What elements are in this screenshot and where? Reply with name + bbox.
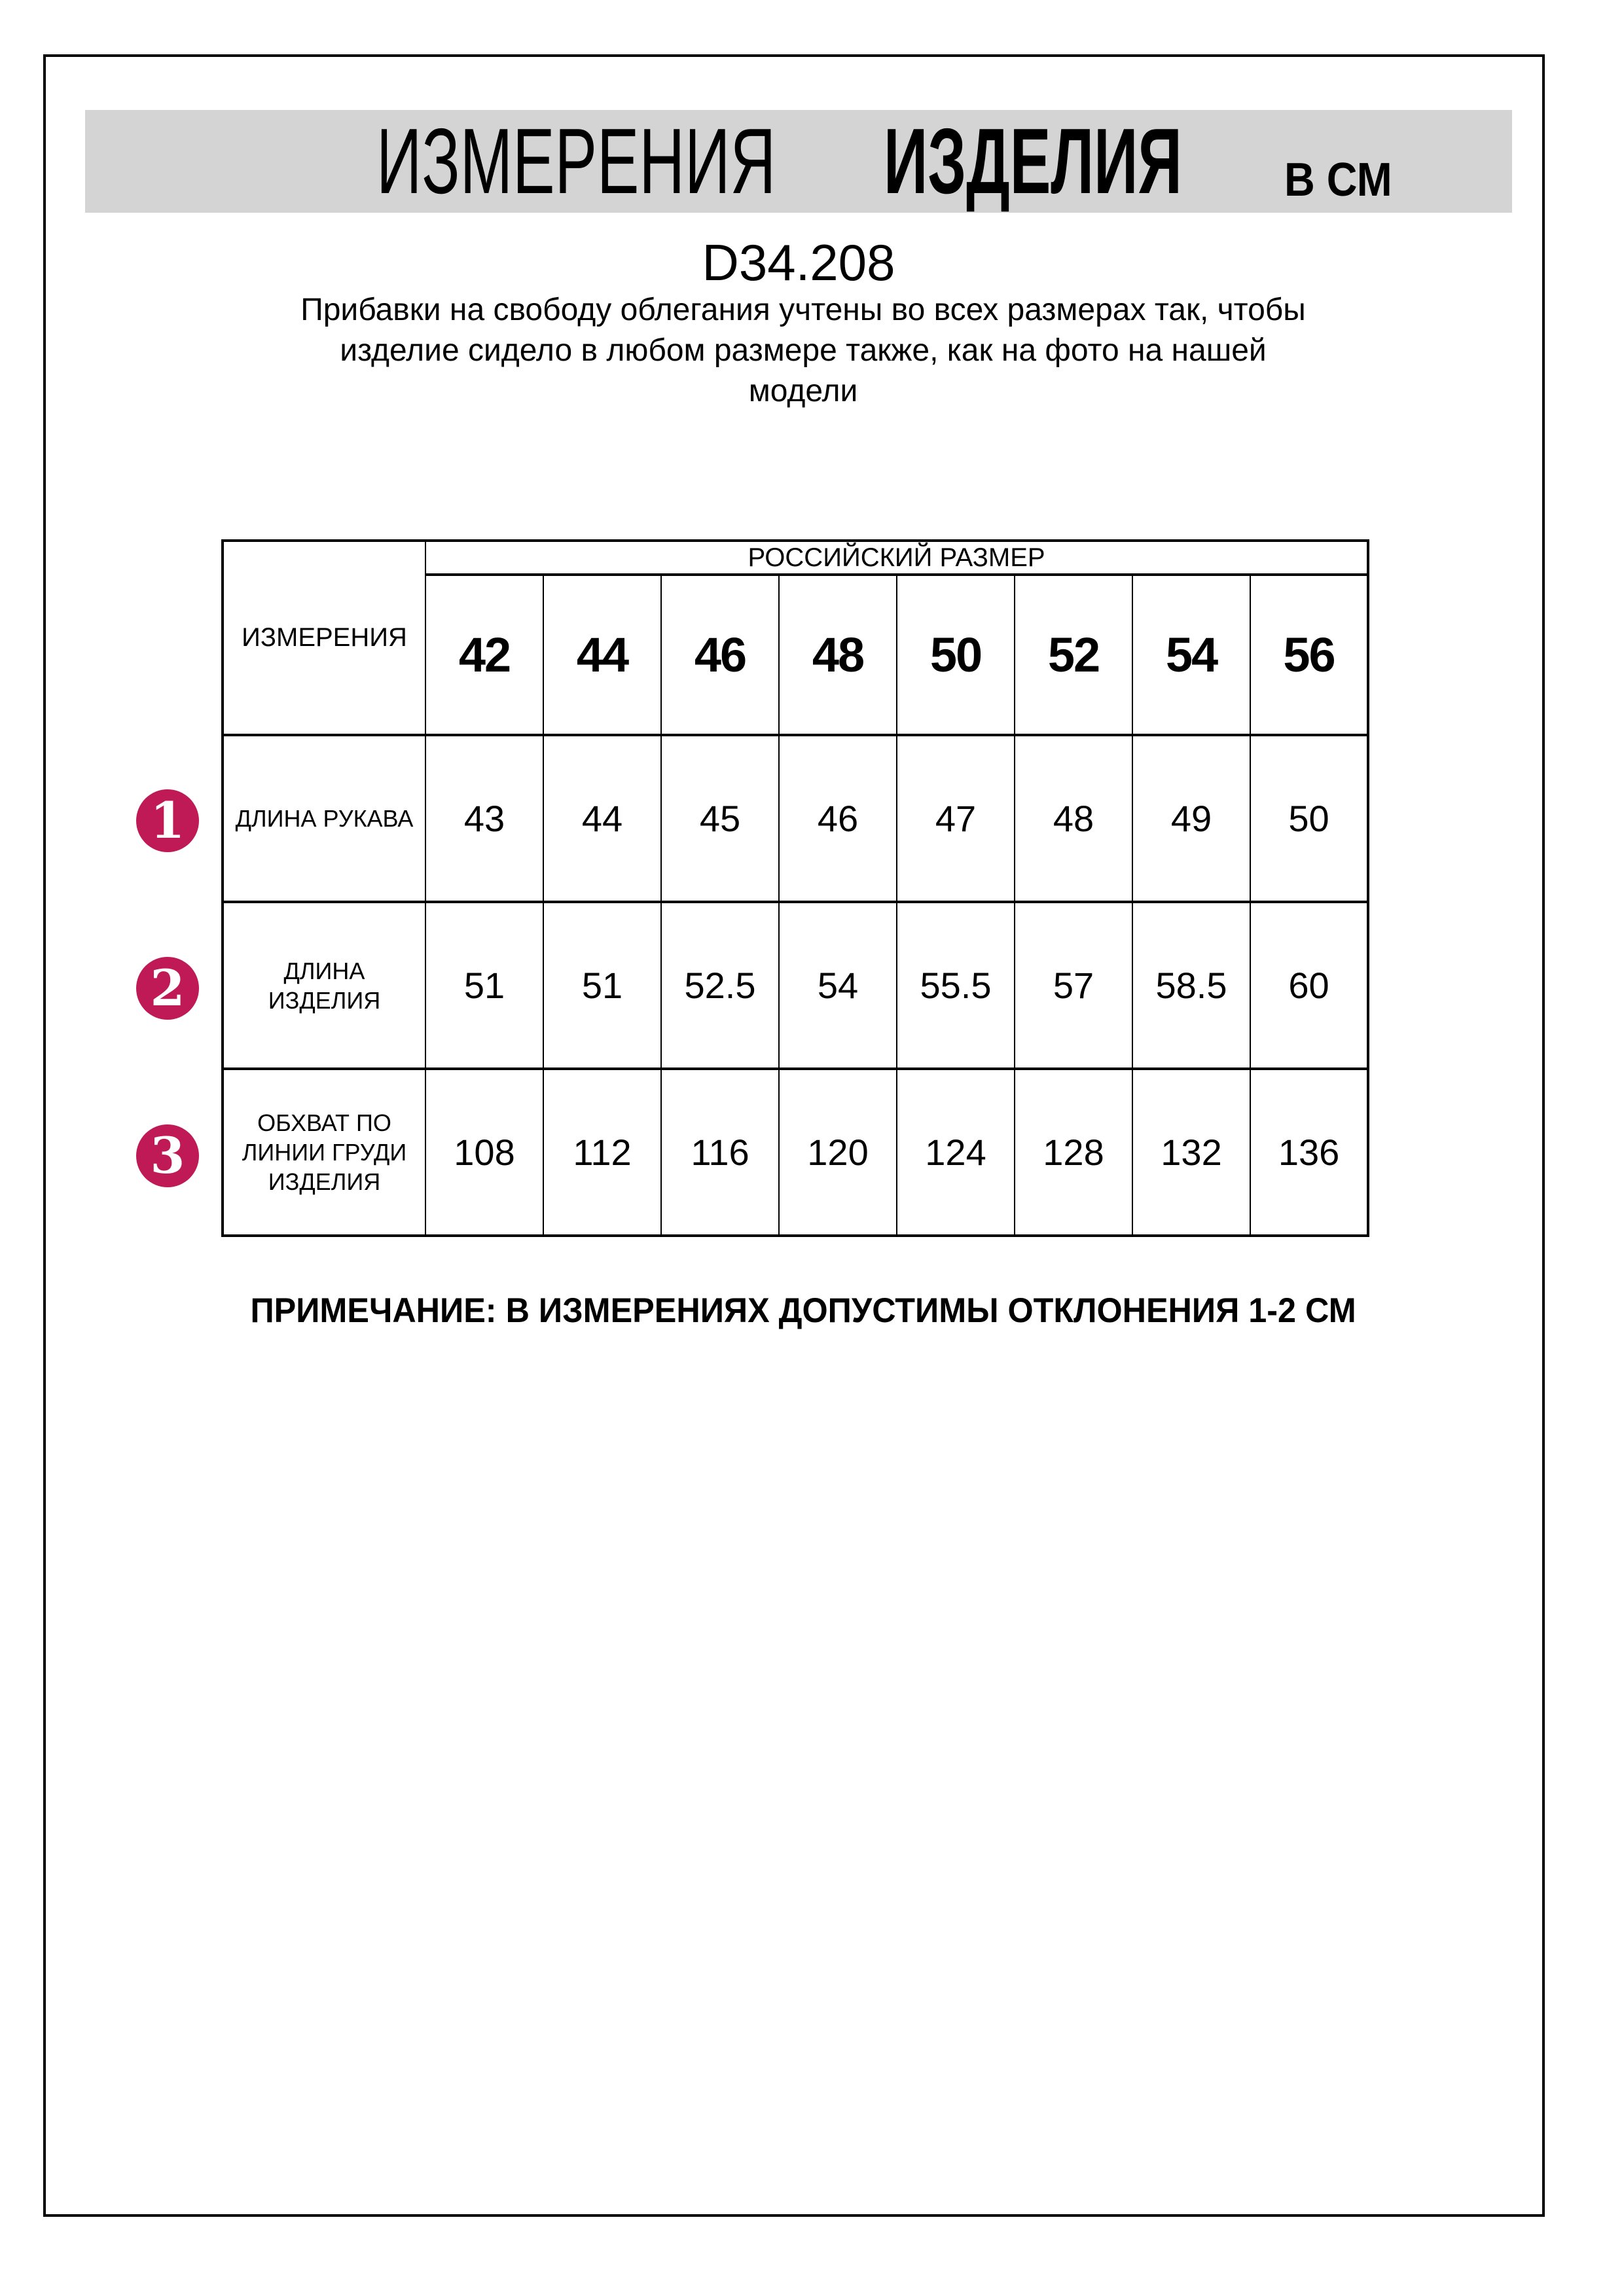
- value-cell: 124: [897, 1069, 1015, 1236]
- tolerance-note-text: ПРИМЕЧАНИЕ: В ИЗМЕРЕНИЯХ ДОПУСТИМЫ ОТКЛОНЕНИЯ 1-2 СМ: [250, 1291, 1356, 1330]
- value-cell: 120: [779, 1069, 897, 1236]
- value-cell: 132: [1132, 1069, 1250, 1236]
- value-cell: 116: [661, 1069, 779, 1236]
- value-cell: 51: [425, 902, 543, 1069]
- marker-number: 1: [150, 791, 185, 850]
- value-cell: 58.5: [1132, 902, 1250, 1069]
- value-cell: 47: [897, 735, 1015, 902]
- row-label-cell: ДЛИНА ИЗДЕЛИЯ: [223, 902, 425, 1069]
- description-line: изделие сидело в любом размере также, как на фото на нашей: [340, 333, 1267, 368]
- row-marker-3: [136, 1124, 199, 1187]
- size-table: [221, 539, 1369, 1237]
- value-cell: 51: [543, 902, 661, 1069]
- page-title-units: В СМ: [1284, 154, 1392, 206]
- value-cell: 44: [543, 735, 661, 902]
- table-row-chest-girth: [223, 1069, 1368, 1236]
- row-label-cell: ДЛИНА РУКАВА: [223, 735, 425, 902]
- corner-header-cell: ИЗМЕРЕНИЯ: [223, 541, 425, 735]
- size-header-cell: 50: [897, 575, 1015, 735]
- value-cell: 50: [1250, 735, 1368, 902]
- value-cell: 52.5: [661, 902, 779, 1069]
- title-bar: [85, 110, 1512, 213]
- size-header-cell: 44: [543, 575, 661, 735]
- fit-description: [181, 290, 1425, 412]
- value-cell: 55.5: [897, 902, 1015, 1069]
- size-header-cell: 46: [661, 575, 779, 735]
- value-cell: 136: [1250, 1069, 1368, 1236]
- value-cell: 60: [1250, 902, 1368, 1069]
- description-line: Прибавки на свободу облегания учтены во всех размерах так, чтобы: [300, 293, 1306, 327]
- page-title-secondary: ИЗДЕЛИЯ: [884, 109, 1182, 213]
- description-line: модели: [748, 374, 858, 408]
- marker-number: 2: [150, 959, 185, 1017]
- table-row: [223, 541, 1368, 575]
- size-header-cell: 42: [425, 575, 543, 735]
- group-header-cell: РОССИЙСКИЙ РАЗМЕР: [425, 541, 1368, 575]
- marker-number: 3: [150, 1126, 185, 1185]
- value-cell: 112: [543, 1069, 661, 1236]
- value-cell: 128: [1015, 1069, 1132, 1236]
- page-title-main: ИЗМЕРЕНИЯ: [376, 109, 776, 213]
- value-cell: 57: [1015, 902, 1132, 1069]
- tolerance-note: [221, 1291, 1369, 1331]
- row-marker-2: [136, 957, 199, 1020]
- value-cell: 54: [779, 902, 897, 1069]
- row-label-cell: ОБХВАТ ПО ЛИНИИ ГРУДИ ИЗДЕЛИЯ: [223, 1069, 425, 1236]
- size-header-cell: 56: [1250, 575, 1368, 735]
- size-header-cell: 52: [1015, 575, 1132, 735]
- table-row-garment-length: [223, 902, 1368, 1069]
- value-cell: 43: [425, 735, 543, 902]
- value-cell: 49: [1132, 735, 1250, 902]
- size-header-cell: 48: [779, 575, 897, 735]
- value-cell: 48: [1015, 735, 1132, 902]
- table-row-sleeve-length: [223, 735, 1368, 902]
- model-code: D34.208: [702, 234, 895, 291]
- value-cell: 108: [425, 1069, 543, 1236]
- size-header-cell: 54: [1132, 575, 1250, 735]
- row-marker-1: [136, 789, 199, 852]
- value-cell: 46: [779, 735, 897, 902]
- value-cell: 45: [661, 735, 779, 902]
